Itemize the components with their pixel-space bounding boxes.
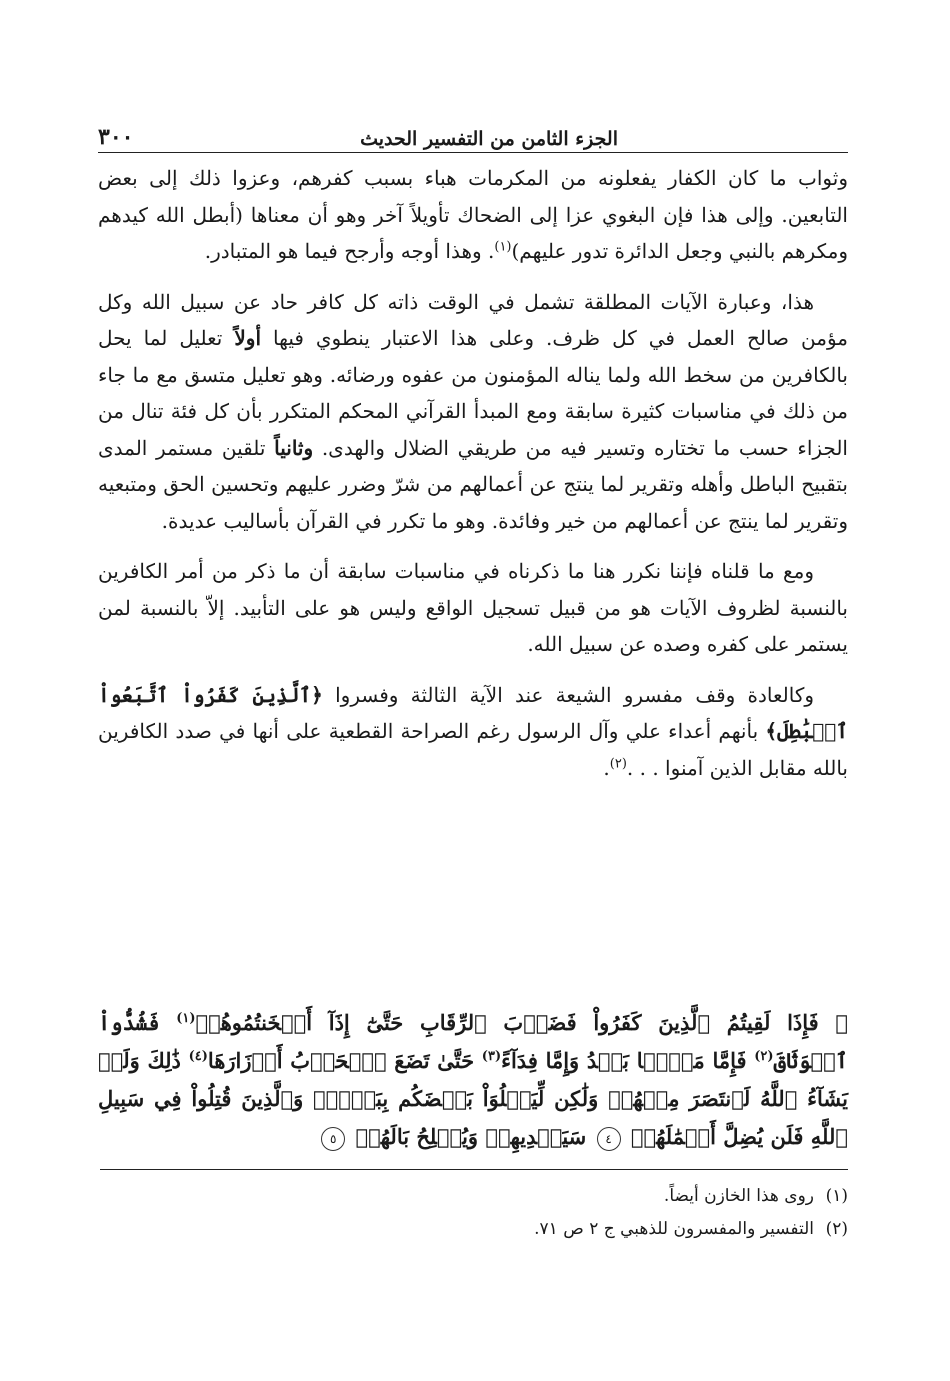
paragraph-1-text: وثواب ما كان الكفار يفعلونه من المكرمات هباء بسبب كفرهم، وعزوا ذلك إلى بعض التابعين. وإلى هذا فإن البغوي عزا إلى الضحاك تأويلاً آخر وهو أن معناها (أبطل الله كيدهم ومكرهم بالنبي وجعل الدائرة تدور عليهم)	[98, 166, 848, 263]
paragraph-1	[98, 160, 848, 270]
footnotes	[98, 1180, 848, 1246]
secondly-keyword: وثانياً	[274, 435, 314, 460]
page-header	[98, 112, 848, 150]
footnote-ref-2: (٢)	[609, 755, 627, 771]
quran-verse-block	[98, 1004, 848, 1156]
paragraph-4-middle: بأنهم أعداء علي وآل الرسول رغم الصراحة القطعية على أنها في صدد الكافرين بالله مقابل الذين آمنوا . . .	[98, 719, 848, 780]
footnote-2-number: (٢)	[825, 1219, 848, 1239]
footnote-divider	[100, 1169, 848, 1170]
footnote-ref-1: (١)	[494, 239, 512, 255]
paragraph-2-middle: تعليل لما يحل بالكافرين من سخط الله ولما يناله المؤمنون من عفوه ورضائه. وهو تعليل متسق مع ما جاء من ذلك في مناسبات كثيرة سابقة ومع المبدأ القرآني المحكم المتكرر بأن كل فئة تنال من الجزاء حسب ما تختاره وتسير فيه من طريقي الضلال والهدى.	[98, 326, 848, 460]
footnote-2	[98, 1213, 848, 1246]
verse-ref-3: (٣)	[481, 1049, 502, 1064]
paragraph-1-tail: . وهذا أوجه وأرجح فيما هو المتبادر.	[204, 239, 495, 263]
paragraph-4	[98, 677, 848, 787]
footnote-1	[98, 1180, 848, 1213]
verse-segment-4: حَتَّىٰ تَضَعَ ٱلۡحَرۡبُ أَوۡزَارَهَا	[207, 1048, 475, 1073]
verse-ref-4: (٤)	[188, 1049, 208, 1064]
verse-segment-6: سَيَهۡدِيهِمۡ وَيُصۡلِحُ بَالَهُمۡ	[355, 1124, 587, 1149]
verse-segment-5: ذَٰلِكَ وَلَوۡ يَشَآءُ ٱللَّهُ لَٱنتَصَرَ مِنۡهُمۡ وَلَٰكِن لِّيَبۡلُوَاْ بَعۡضَكُم بِبَعۡضٖۗ وَٱلَّذِينَ قُتِلُواْ فِي سَبِيلِ ٱللَّهِ فَلَن يُضِلَّ أَعۡمَٰلَهُمۡ	[98, 1048, 848, 1149]
verse-segment-3: فَإِمَّا مَنَّۢا بَعۡدُ وَإِمَّا فِدَآءً	[501, 1048, 747, 1073]
quran-quote: ﴿ٱلَّذِينَ كَفَرُواْ ٱتَّبَعُواْ ٱلۡبَٰطِلَ﴾	[98, 682, 849, 743]
paragraph-4-text: وكالعادة وقف مفسرو الشيعة عند الآية الثالثة وفسروا	[335, 682, 814, 707]
header-divider	[98, 152, 848, 153]
paragraph-4-tail: .	[603, 755, 610, 780]
footnote-1-text: روى هذا الخازن أيضاً.	[663, 1186, 814, 1206]
footnote-2-text: التفسير والمفسرون للذهبي ج ٢ ص ٧١.	[534, 1219, 814, 1239]
paragraph-3	[98, 553, 848, 663]
ayah-number-4: ٤	[597, 1127, 621, 1151]
verse-ref-2: (٢)	[754, 1049, 774, 1064]
paragraph-2-text: هذا، وعبارة الآيات المطلقة تشمل في الوقت ذاته كل كافر حاد عن سبيل الله وكل مؤمن صالح العمل في كل ظرف. وعلى هذا الاعتبار ينطوي فيها	[98, 289, 849, 350]
verse-segment-2: فَشُدُّواْ ٱلۡوَثَاقَ	[98, 1010, 848, 1073]
verse-open-bracket: ﴿	[835, 1010, 849, 1035]
ayah-number-5: ٥	[321, 1127, 345, 1151]
main-text	[98, 160, 848, 786]
paragraph-3-text: ومع ما قلناه فإننا نكرر هنا ما ذكرناه في مناسبات سابقة أن ما ذكر من أمر الكافرين بالنسبة لظروف الآيات هو من قبيل تسجيل الواقع وليس هو على التأبيد. إلاّ بالنسبة لمن يستمر على كفره وصده عن سبيل الله.	[98, 559, 848, 656]
paragraph-2-tail: تلقين مستمر المدى بتقبيح الباطل وأهله وتقرير لما ينتج عن أعمالهم من شرّ وضرر عليهم وتحسين الحق ومتبعيه وتقرير لما ينتج عن أعمالهم من خير وفائدة. وهو ما تكرر في القرآن بأساليب عديدة.	[98, 435, 848, 533]
verse-ref-1: (١)	[176, 1011, 196, 1026]
footnote-1-number: (١)	[825, 1186, 848, 1206]
page-number: ٣٠٠	[98, 124, 134, 150]
running-title: الجزء الثامن من التفسير الحديث	[360, 128, 618, 150]
paragraph-2	[98, 284, 848, 540]
firstly-keyword: أولاً	[234, 326, 261, 350]
verse-segment-1: فَإِذَا لَقِيتُمُ ٱلَّذِينَ كَفَرُواْ فَضَرۡبَ ٱلرِّقَابِ حَتَّىٰٓ إِذَآ أَثۡخَنتُمُوهُمۡ	[195, 1010, 819, 1035]
